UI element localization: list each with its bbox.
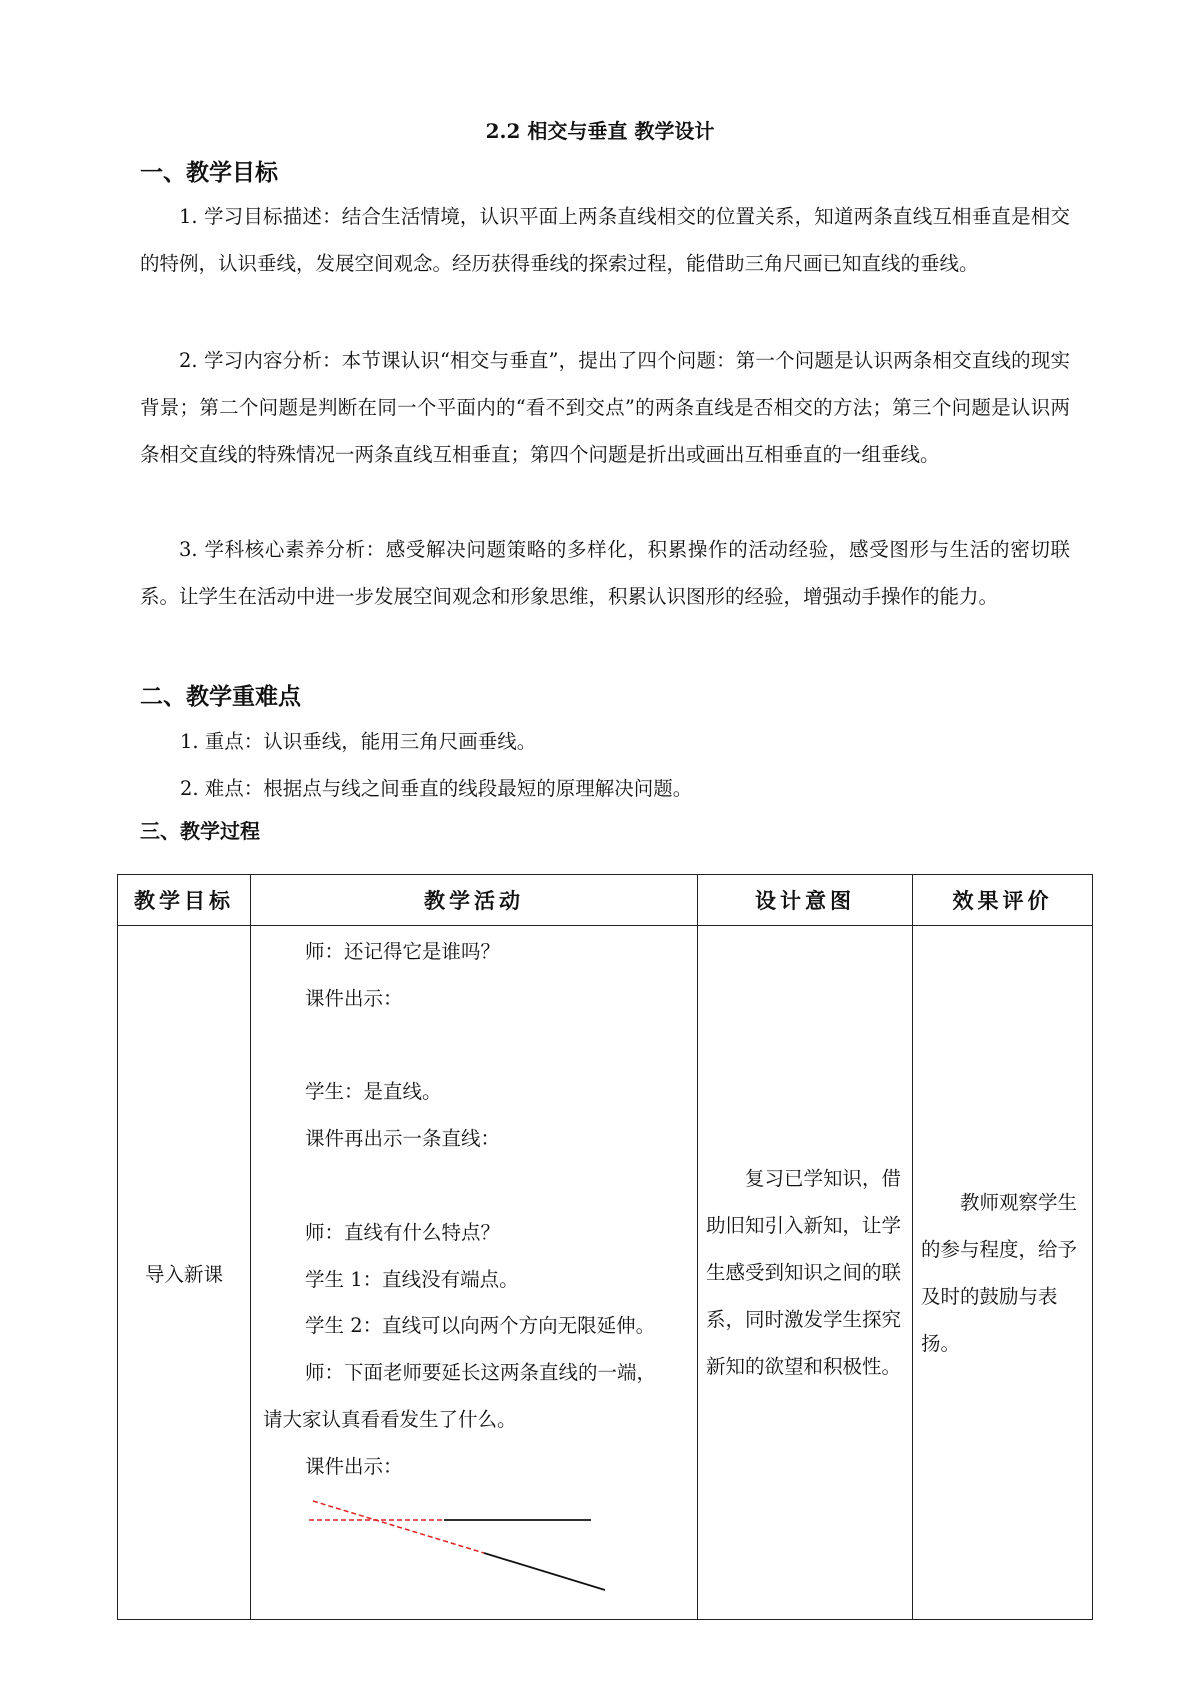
difficult-point-item: 2. 难点：根据点与线之间垂直的线段最短的原理解决问题。 xyxy=(180,777,693,800)
activity-line: 学生：是直线。 xyxy=(305,1080,442,1103)
dashed-extension-slanted xyxy=(313,1501,484,1553)
activity-line: 师：还记得它是谁吗？ xyxy=(305,940,501,963)
activity-line: 学生 1：直线没有端点。 xyxy=(305,1268,519,1291)
table-row xyxy=(118,926,1093,1620)
activity-line: 课件出示： xyxy=(305,987,403,1010)
activity-line: 师：直线有什么特点？ xyxy=(305,1221,501,1244)
activity-line: 师：下面老师要延长这两条直线的一端， xyxy=(305,1361,657,1384)
activity-line: 学生 2：直线可以向两个方向无限延伸。 xyxy=(305,1314,656,1337)
paragraph-objective-2: 2. 学习内容分析：本节课认识“相交与垂直”，提出了四个问题：第一个问题是认识两条相交直线的现实背景；第二个问题是判断在同一个平面内的“看不到交点”的两条直线是否相交的方法；第三个问题是认识两条相交直线的特殊情况一两条直线互相垂直；第四个问题是折出或画出互相垂直的一组垂线。 xyxy=(140,349,1070,466)
paragraph-objective-1: 1. 学习目标描述：结合生活情境，认识平面上两条直线相交的位置关系，知道两条直线互相垂直是相交的特例，认识垂线，发展空间观念。经历获得垂线的探索过程，能借助三角尺画已知直线的垂线。 xyxy=(140,205,1070,275)
header-evaluation: 效果评价 xyxy=(913,875,1093,926)
document-title: 2.2 相交与垂直 教学设计 xyxy=(485,119,715,143)
section-heading-objectives: 一、教学目标 xyxy=(140,159,278,186)
header-intent: 设计意图 xyxy=(698,875,913,926)
header-activity: 教学活动 xyxy=(251,875,698,926)
activity-line: 课件再出示一条直线： xyxy=(305,1127,501,1150)
table-header-row xyxy=(118,875,1093,926)
cell-goal: 导入新课 xyxy=(118,926,251,1620)
intent-text: 复习已学知识，借助旧知引入新知，让学生感受到知识之间的联系，同时激发学生探究新知的欲望和积极性。 xyxy=(706,1167,902,1378)
activity-line: 请大家认真看看发生了什么。 xyxy=(263,1408,517,1431)
paragraph-objective-3: 3. 学科核心素养分析：感受解决问题策略的多样化，积累操作的活动经验，感受图形与生活的密切联系。让学生在活动中进一步发展空间观念和形象思维，积累认识图形的经验，增强动手操作的能力。 xyxy=(140,538,1070,608)
cell-evaluation xyxy=(913,926,1093,1620)
activity-line: 课件出示： xyxy=(305,1455,403,1478)
intersecting-lines-figure xyxy=(251,926,698,1622)
cell-activity xyxy=(251,926,698,1620)
header-goal: 教学目标 xyxy=(118,875,251,926)
section-heading-process: 三、教学过程 xyxy=(140,819,260,843)
slanted-line xyxy=(484,1553,605,1590)
key-point-item: 1. 重点：认识垂线，能用三角尺画垂线。 xyxy=(180,730,537,753)
evaluation-text: 教师观察学生的参与程度，给予及时的鼓励与表扬。 xyxy=(921,1190,1078,1355)
teaching-process-table xyxy=(117,874,1093,1620)
cell-intent xyxy=(698,926,913,1620)
section-heading-key-points: 二、教学重难点 xyxy=(140,683,301,710)
